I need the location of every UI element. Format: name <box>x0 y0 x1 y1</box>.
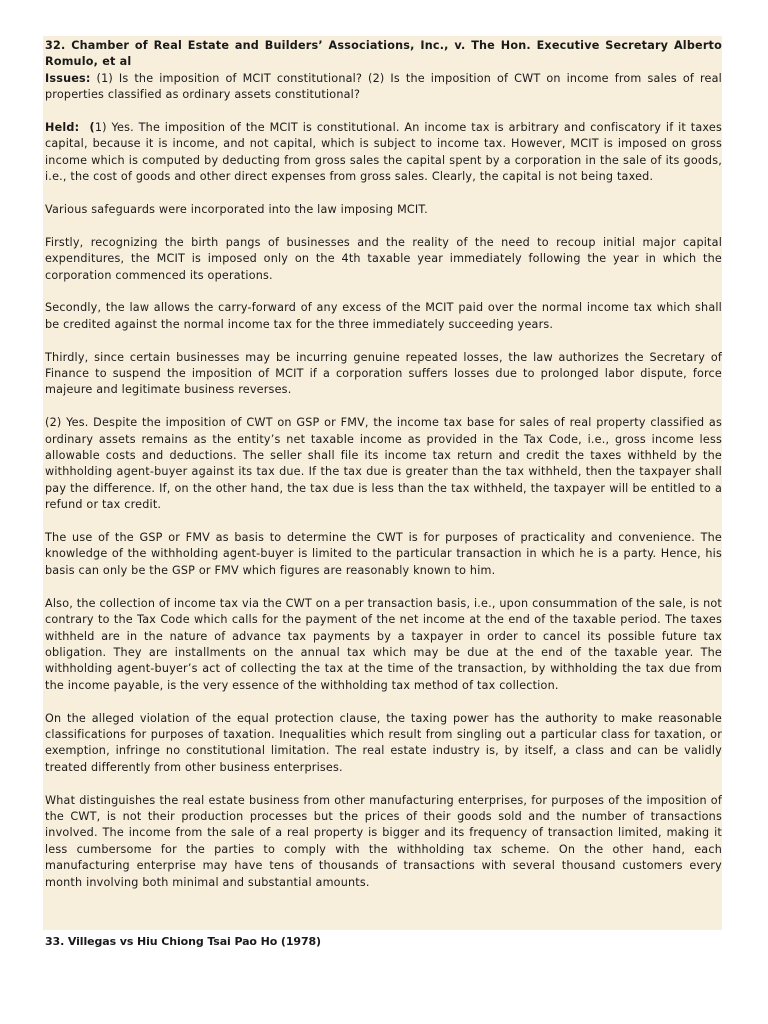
issues-label: Issues: <box>45 71 91 85</box>
paragraph: On the alleged violation of the equal protection clause, the taxing power has the authority to make reasonable classifications for purposes of taxation. Inequalities which result from singling out a particular class for taxation, or exemption, infringe no constitutional limitation. The real estate industry is, by itself, a class and can be validly treated differently from other business enterprises. <box>45 711 722 774</box>
held-text: 1) Yes. The imposition of the MCIT is constitutional. An income tax is arbitrary and confiscatory if it taxes capital, because it is income, and not capital, which is subject to income tax. However, MCIT is imposed on gross income which is computed by deducting from gross sales the capital spent by a corporation in the sale of its goods, i.e., the cost of goods and other direct expenses from gross sales. Clearly, the capital is not being taxed. <box>45 121 722 184</box>
held-open-paren: ( <box>79 121 95 135</box>
paragraph: The use of the GSP or FMV as basis to determine the CWT is for purposes of practicality and convenience. The knowledge of the withholding agent-buyer is limited to the particular transaction in which he is a party. Hence, his basis can only be the GSP or FMV which figures are reasonably known to him. <box>45 531 722 577</box>
case-32-body <box>45 38 722 891</box>
paragraph: (2) Yes. Despite the imposition of CWT on GSP or FMV, the income tax base for sales of real property classified as ordinary assets remains as the entity’s net taxable income as provided in the Tax Code, i.e., gross income less allowable costs and deductions. The seller shall file its income tax return and credit the taxes withheld by the withholding agent-buyer against its tax due. If the tax due is greater than the tax withheld, then the taxpayer shall pay the difference. If, on the other hand, the tax due is less than the tax withheld, the taxpayer will be entitled to a refund or tax credit. <box>45 416 722 512</box>
paragraph: What distinguishes the real estate business from other manufacturing enterprises, for purposes of the imposition of the CWT, is not their production processes but the prices of their goods sold and the number of transactions involved. The income from the sale of a real property is bigger and its frequency of transaction limited, making it less cumbersome for the parties to comply with the withholding tax scheme. On the other hand, each manufacturing enterprise may have tens of thousands of transactions with several thousand customers every month involving both minimal and substantial amounts. <box>45 793 722 889</box>
issues-text: (1) Is the imposition of MCIT constitutional? (2) Is the imposition of CWT on income from sales of real properties classified as ordinary assets constitutional? <box>45 71 722 102</box>
case-33-heading: 33. Villegas vs Hiu Chiong Tsai Pao Ho (1978) <box>45 935 321 948</box>
held-label: Held: <box>45 121 80 135</box>
issues-paragraph <box>45 71 722 104</box>
paragraph: Secondly, the law allows the carry-forward of any excess of the MCIT paid over the normal income tax which shall be credited against the normal income tax for the three immediately succeeding years. <box>45 301 722 331</box>
paragraph: Various safeguards were incorporated into the law imposing MCIT. <box>45 203 428 217</box>
held-paragraph <box>45 120 722 186</box>
paragraph: Firstly, recognizing the birth pangs of businesses and the reality of the need to recoup initial major capital expenditures, the MCIT is imposed only on the 4th taxable year immediately following the year in which the corporation commenced its operations. <box>45 235 722 282</box>
case-32-heading: 32. Chamber of Real Estate and Builders’ Associations, Inc., v. The Hon. Executive Secretary Alberto Romulo, et al <box>45 39 722 69</box>
paragraph: Also, the collection of income tax via the CWT on a per transaction basis, i.e., upon consummation of the sale, is not contrary to the Tax Code which calls for the payment of the net income at the end of the taxable period. The taxes withheld are in the nature of advance tax payments by a taxpayer in order to cancel its possible future tax obligation. They are installments on the annual tax which may be due at the end of the taxable year. The withholding agent-buyer’s act of collecting the tax at the time of the transaction, by withholding the tax due from the income payable, is the very essence of the withholding tax method of tax collection. <box>45 596 722 692</box>
paragraph: Thirdly, since certain businesses may be incurring genuine repeated losses, the law authorizes the Secretary of Finance to suspend the imposition of MCIT if a corporation suffers losses due to prolonged labor dispute, force majeure and legitimate business reverses. <box>45 350 722 397</box>
